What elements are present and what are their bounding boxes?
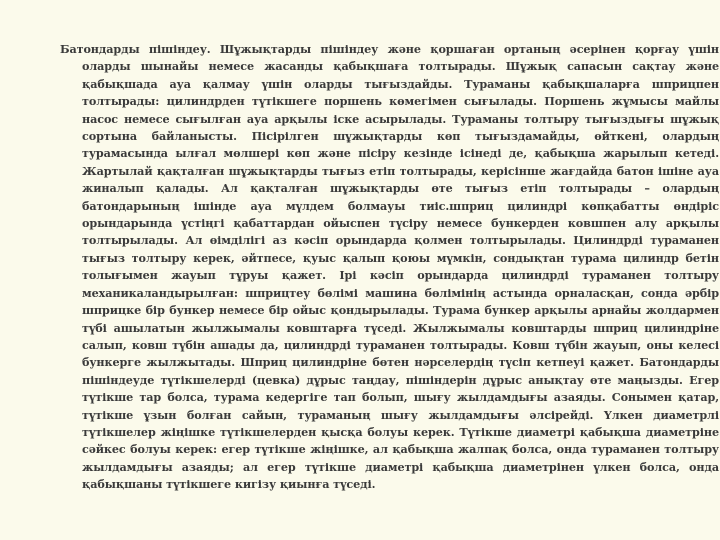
body-paragraph: Батондарды пішіндеу. Шұжықтарды пішіндеу және қоршаған ортаның әсерінен қорғау үшін оларды шынайы немесе жасанды қабықшаға толтырады. Шұжық сапасын сақтау және қабықшада ауа қалмау үшін оларды тығыздайды. Тураманы қабықшаларға шприцпен толтырады: цилиндрден түтікшеге поршень көмегімен сығылады. Поршень жұмысы майлы насос немесе сығылған ауа арқылы іске асырылады. Тураманы толтыру тығыздығы шұжық сортына байланысты. Пісірілген шұжықтарды көп тығыздамайды, өйткені, олардың турамасында ылғал мөлшері көп және пісіру кезінде ісінеді де, қабықша жарылып кетеді. Жартылай қақталған шұжықтарды тығыз етіп толтырады, керісінше жағдайда батон ішіне ауа жиналып қалады. Ал қақталған шұжықтарды өте тығыз етіп толтырады – олардың батондарының ішінде ауа мүлдем болмауы тиіс.шприц цилиндрі көпқабатты өндіріс орындарында үстіңгі қабаттардан ойыспен түсіру немесе бункерден ковшпен алу арқылы толтырылады. Ал өімділігі аз кәсіп орындарда қолмен толтырылады. Цилиндрді тураманен тығыз толтыру керек, әйтпесе, қуыс қалып қоюы мүмкін, сондықтан турама цилиндр бетін толығымен жауып тұруы қажет. Ірі кәсіп орындарда цилиндрді тураманен толтыру механикаландырылған: шприцтеу бөлімі машина бөлімінің астында орналасқан, сонда әрбір шприцке бір бункер немесе бір ойыс қондырылады. Турама бункер арқылы арнайы жолдармен түбі ашылатын жылжымалы ковштарға түседі. Жылжымалы ковштарды шприц цилиндріне салып, ковш түбін ашады да, цилиндрді тураманен толтырады. Ковш түбін жауып, оны келесі бункерге жылжытады. Шприц цилиндріне бөтен нәрселердің түсіп кетпеуі қажет. Батондарды пішіндеуде түтікшелерді (цевка) дұрыс таңдау, пішіндерін дұрыс анықтау өте маңызды. Егер түтікше тар болса, турама кедергіге тап болып, шығу жылдамдығы азаяды. Сонымен қатар, түтікше ұзын болған сайын, тураманың шығу жылдамдығы әлсірейді. Үлкен диаметрлі түтікшелер жіңішке түтікшелерден қысқа болуы керек. Түтікше диаметрі қабықша диаметріне сәйкес болуы керек: егер түтікше жіңішке, ал қабықша жалпақ болса, онда тураманен толтыру жылдамдығы азаяды; ал егер түтікше диаметрі қабықша диаметрінен үлкен болса, онда қабықшаны түтікшеге кигізу қиынға түседі. <box>60 42 719 492</box>
